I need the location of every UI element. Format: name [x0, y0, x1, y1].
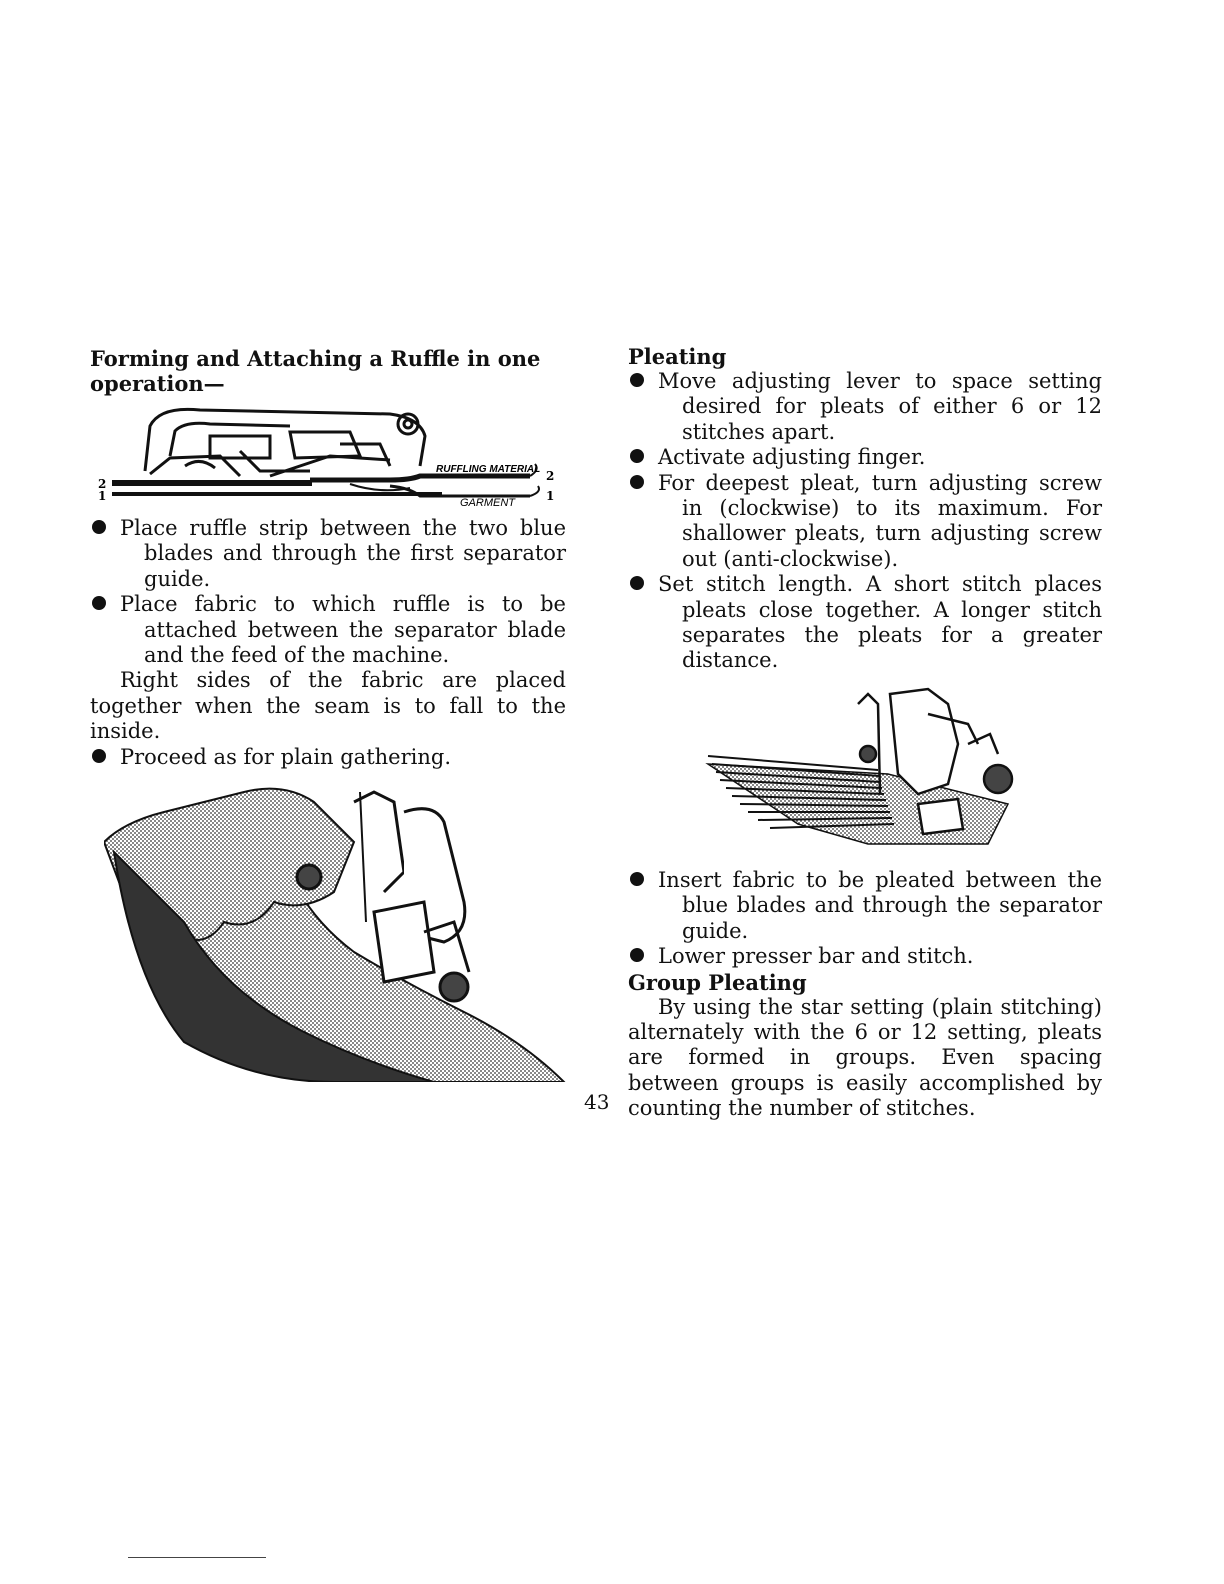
garment-label: GARMENT: [460, 497, 515, 509]
pleating-bullet-5: Insert fabric to be pleated between the blue blades and through the separator guide.: [628, 868, 1102, 944]
bullet-dot-icon: [630, 576, 644, 590]
footnote-rule: [128, 1557, 266, 1558]
ruffle-paragraph: Right sides of the fabric are placed together when the seam is to fall to the inside.: [90, 668, 566, 744]
bullet-dot-icon: [630, 373, 644, 387]
pleating-bullet-4: Set stitch length. A short stitch places pleats close together. A longer stitch separates the pleats for a greater distance.: [628, 572, 1102, 674]
ruffle-heading: Forming and Attaching a Ruffle in one operation—: [90, 346, 541, 396]
group-pleating-heading: Group Pleating: [628, 969, 807, 995]
pleating-bullet-3: For deepest pleat, turn adjusting screw in (clockwise) to its maximum. For shallower pleats, turn adjusting screw out (anti-clockwise).: [628, 471, 1102, 573]
bullet-dot-icon: [630, 475, 644, 489]
ruffle-attaching-illustration: [104, 782, 580, 1082]
pleating-illustration: [628, 684, 1102, 854]
page-number: 43: [584, 1090, 610, 1114]
bullet-dot-icon: [630, 948, 644, 962]
bullet-dot-icon: [630, 872, 644, 886]
ruffle-bullet-2: Place fabric to which ruffle is to be attached between the separator blade and the feed of the machine.: [90, 592, 566, 668]
layer-number-2-right: 2: [546, 469, 555, 483]
bullet-dot-icon: [630, 449, 644, 463]
ruffler-diagram-figure: [90, 396, 566, 516]
bullet-dot-icon: [92, 596, 106, 610]
ruffle-bullet-3: Proceed as for plain gathering.: [90, 745, 566, 770]
layer-number-1-left: 1: [98, 489, 107, 503]
pleating-bullet-1: Move adjusting lever to space setting desired for pleats of either 6 or 12 stitches apart.: [628, 369, 1102, 445]
bullet-dot-icon: [92, 520, 106, 534]
pleating-bullet-2: Activate adjusting finger.: [628, 445, 1102, 470]
pleating-bullet-6: Lower presser bar and stitch.: [628, 944, 1102, 969]
bullet-dot-icon: [92, 749, 106, 763]
pleating-heading: Pleating: [628, 344, 727, 369]
layer-number-2-left: 2: [98, 477, 107, 491]
left-column: [90, 346, 566, 1082]
right-column: [628, 344, 1102, 1122]
ruffling-material-label: RUFFLING MATERIAL: [436, 464, 541, 475]
layer-number-1-right: 1: [546, 489, 555, 503]
group-pleating-paragraph: By using the star setting (plain stitching) alternately with the 6 or 12 setting, pleats are formed in groups. Even spacing between groups is easily accomplished by counting the number of stitches.: [628, 994, 1102, 1121]
ruffle-bullet-1: Place ruffle strip between the two blue blades and through the first separator guide.: [90, 516, 566, 592]
